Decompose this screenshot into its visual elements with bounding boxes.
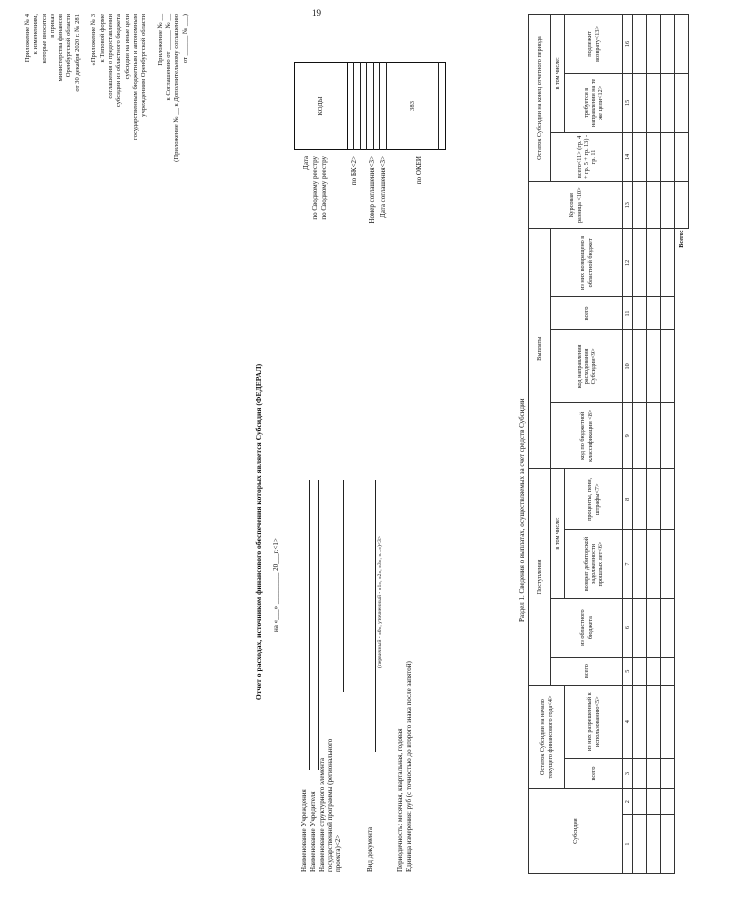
hdr-to-return: подлежит возврату<13> — [565, 15, 623, 74]
header-right-line: соглашения о предоставлении — [106, 14, 114, 99]
column-number: 1 — [623, 815, 633, 874]
hdr-from-regional: из областного бюджета — [551, 598, 623, 657]
hdr-receipts-total: всего — [551, 657, 623, 685]
hdr-interest: проценты, пени, штрафы<7> — [565, 469, 623, 530]
header-right-line: Приложение № __ — [156, 14, 164, 66]
column-number: 15 — [623, 73, 633, 132]
hdr-receipts: Поступления — [529, 469, 551, 686]
structural-label: Наименование структурного элемента — [318, 758, 326, 872]
itogo-label: Всего: — [678, 230, 686, 248]
column-number: 9 — [623, 403, 633, 469]
hdr-exchange-diff: Курсовая разница <10> — [529, 182, 623, 229]
header-right-line: субсидии на иные цели — [123, 14, 131, 80]
hdr-balance-total: всего — [565, 758, 623, 789]
header-right-line: которые вносятся — [40, 14, 48, 64]
header-right-line: от ______ № ___) — [181, 14, 189, 64]
hdr-of-which-needed: из них разрешенный к использованию<5> — [565, 685, 623, 758]
column-number: 4 — [623, 685, 633, 758]
header-right-line: от 30 декабря 2020 г. № 281 — [73, 14, 81, 92]
unit-label: Единица измерения: руб (с точностью до второго знака после запятой) — [405, 661, 413, 872]
hdr-payments: Выплаты — [529, 229, 551, 469]
codes-label-okei: по ОКЕИ — [415, 156, 423, 185]
column-number: 7 — [623, 530, 633, 598]
structural-label-3: проекта)<2> — [334, 834, 342, 872]
hdr-returned: из них возвращено в областной бюджет — [551, 229, 623, 297]
periodicity-label: Периодичность: месячная, квартальная, годовая — [396, 728, 404, 872]
hdr-subsidy: Субсидия — [529, 789, 623, 874]
codes-label-svr1: по Сводному реестру — [311, 156, 319, 220]
hdr-balance-start: Остаток Субсидии на начало текущего финансового года<4> — [529, 685, 565, 789]
hdr-return-debt: возврат дебиторской задолженности прошлых лет<6> — [565, 530, 623, 598]
hdr-end-total: всего<11> (гр. 4 + гр. 5 + гр. 13) - гр. 11 — [551, 132, 623, 181]
header-right-line — [148, 14, 156, 192]
doc-type-hint: (первичный - «0», уточненный - «1», «2», «3», «...»)<3> — [377, 535, 383, 668]
hdr-balance-end: Остаток Субсидии на конец отчетного периода — [529, 15, 551, 182]
codes-box — [294, 62, 446, 150]
header-right-line: к Типовой форме — [98, 14, 106, 63]
header-right-line: к Соглашению от ______ № __ — [165, 14, 173, 101]
structural-line — [343, 480, 344, 692]
column-number: 16 — [623, 15, 633, 74]
page-number: 19 — [312, 8, 321, 18]
header-right-line: государственным бюджетным и автономным — [131, 14, 139, 140]
section-1-title: Раздел 1. Сведения о выплатах, осуществляемых за счет средств Субсидии — [518, 398, 526, 622]
header-right-line: (Приложение № __ к Дополнительному соглашению — [173, 14, 181, 162]
column-number: 10 — [623, 330, 633, 403]
header-right-line: Оренбургской области — [65, 14, 73, 78]
header-right-line: «Приложение № 3 — [90, 14, 98, 66]
hdr-direction-code: код направления расходования Субсидии<9> — [551, 330, 623, 403]
report-sheet — [18, 12, 686, 892]
column-number: 6 — [623, 598, 633, 657]
header-right-block — [24, 14, 190, 192]
hdr-receipts-including: в том числе: — [551, 469, 565, 598]
column-number: 5 — [623, 657, 633, 685]
codes-header: КОДЫ — [295, 63, 348, 150]
codes-label-date: Дата — [302, 156, 310, 170]
doc-type-label: Вид документа — [366, 826, 374, 872]
hdr-payments-total: всего — [551, 297, 623, 330]
codes-label-bk: по БК<2> — [350, 156, 358, 186]
column-number: 11 — [623, 297, 633, 330]
founder-label: Наименование Учредителя — [309, 791, 317, 872]
codes-label-svr2: по Сводному реестру — [320, 156, 328, 220]
hdr-end-including: в том числе: — [551, 15, 565, 133]
column-number: 14 — [623, 132, 633, 181]
header-right-line: к изменениям, — [32, 14, 40, 55]
table-row — [675, 15, 689, 874]
table-row — [661, 15, 675, 874]
hdr-budget-code: код по бюджетной классификации <8> — [551, 403, 623, 469]
column-number: 3 — [623, 758, 633, 789]
header-right-line: субсидии из областного бюджета — [115, 14, 123, 108]
institution-line — [309, 480, 310, 770]
codes-cell-okei: 383 — [386, 63, 439, 150]
table-row — [647, 15, 661, 874]
founder-line — [318, 480, 319, 770]
report-date-line: на «___» _________ 20___г.<1> — [272, 538, 280, 632]
hdr-need-direction: требуется в направлении на те же цели<12> — [565, 73, 623, 132]
column-number: 2 — [623, 789, 633, 815]
column-number: 12 — [623, 229, 633, 297]
table-row — [633, 15, 647, 874]
payments-table — [528, 0, 738, 874]
codes-label-agreement-date: Дата соглашения<3> — [379, 156, 387, 219]
report-title: Отчет о расходах, источником финансового обеспечения которых является Субсидия (ФЕДЕРАЛ) — [254, 363, 263, 701]
codes-cell-blank — [439, 63, 446, 150]
column-number: 8 — [623, 469, 633, 530]
structural-label-2: государственной программы (регионального — [326, 738, 334, 872]
codes-label-agreement-no: Номер соглашения<3> — [368, 156, 376, 224]
header-right-line: в приказ — [48, 14, 56, 38]
header-right-line: министерства финансов — [57, 14, 65, 82]
institution-label: Наименование Учреждения — [300, 789, 308, 872]
header-right-line — [82, 14, 90, 192]
header-right-line: учреждениям Оренбургской области — [140, 14, 148, 117]
header-right-line: Приложение № 4 — [24, 14, 31, 63]
column-number: 13 — [623, 182, 633, 229]
